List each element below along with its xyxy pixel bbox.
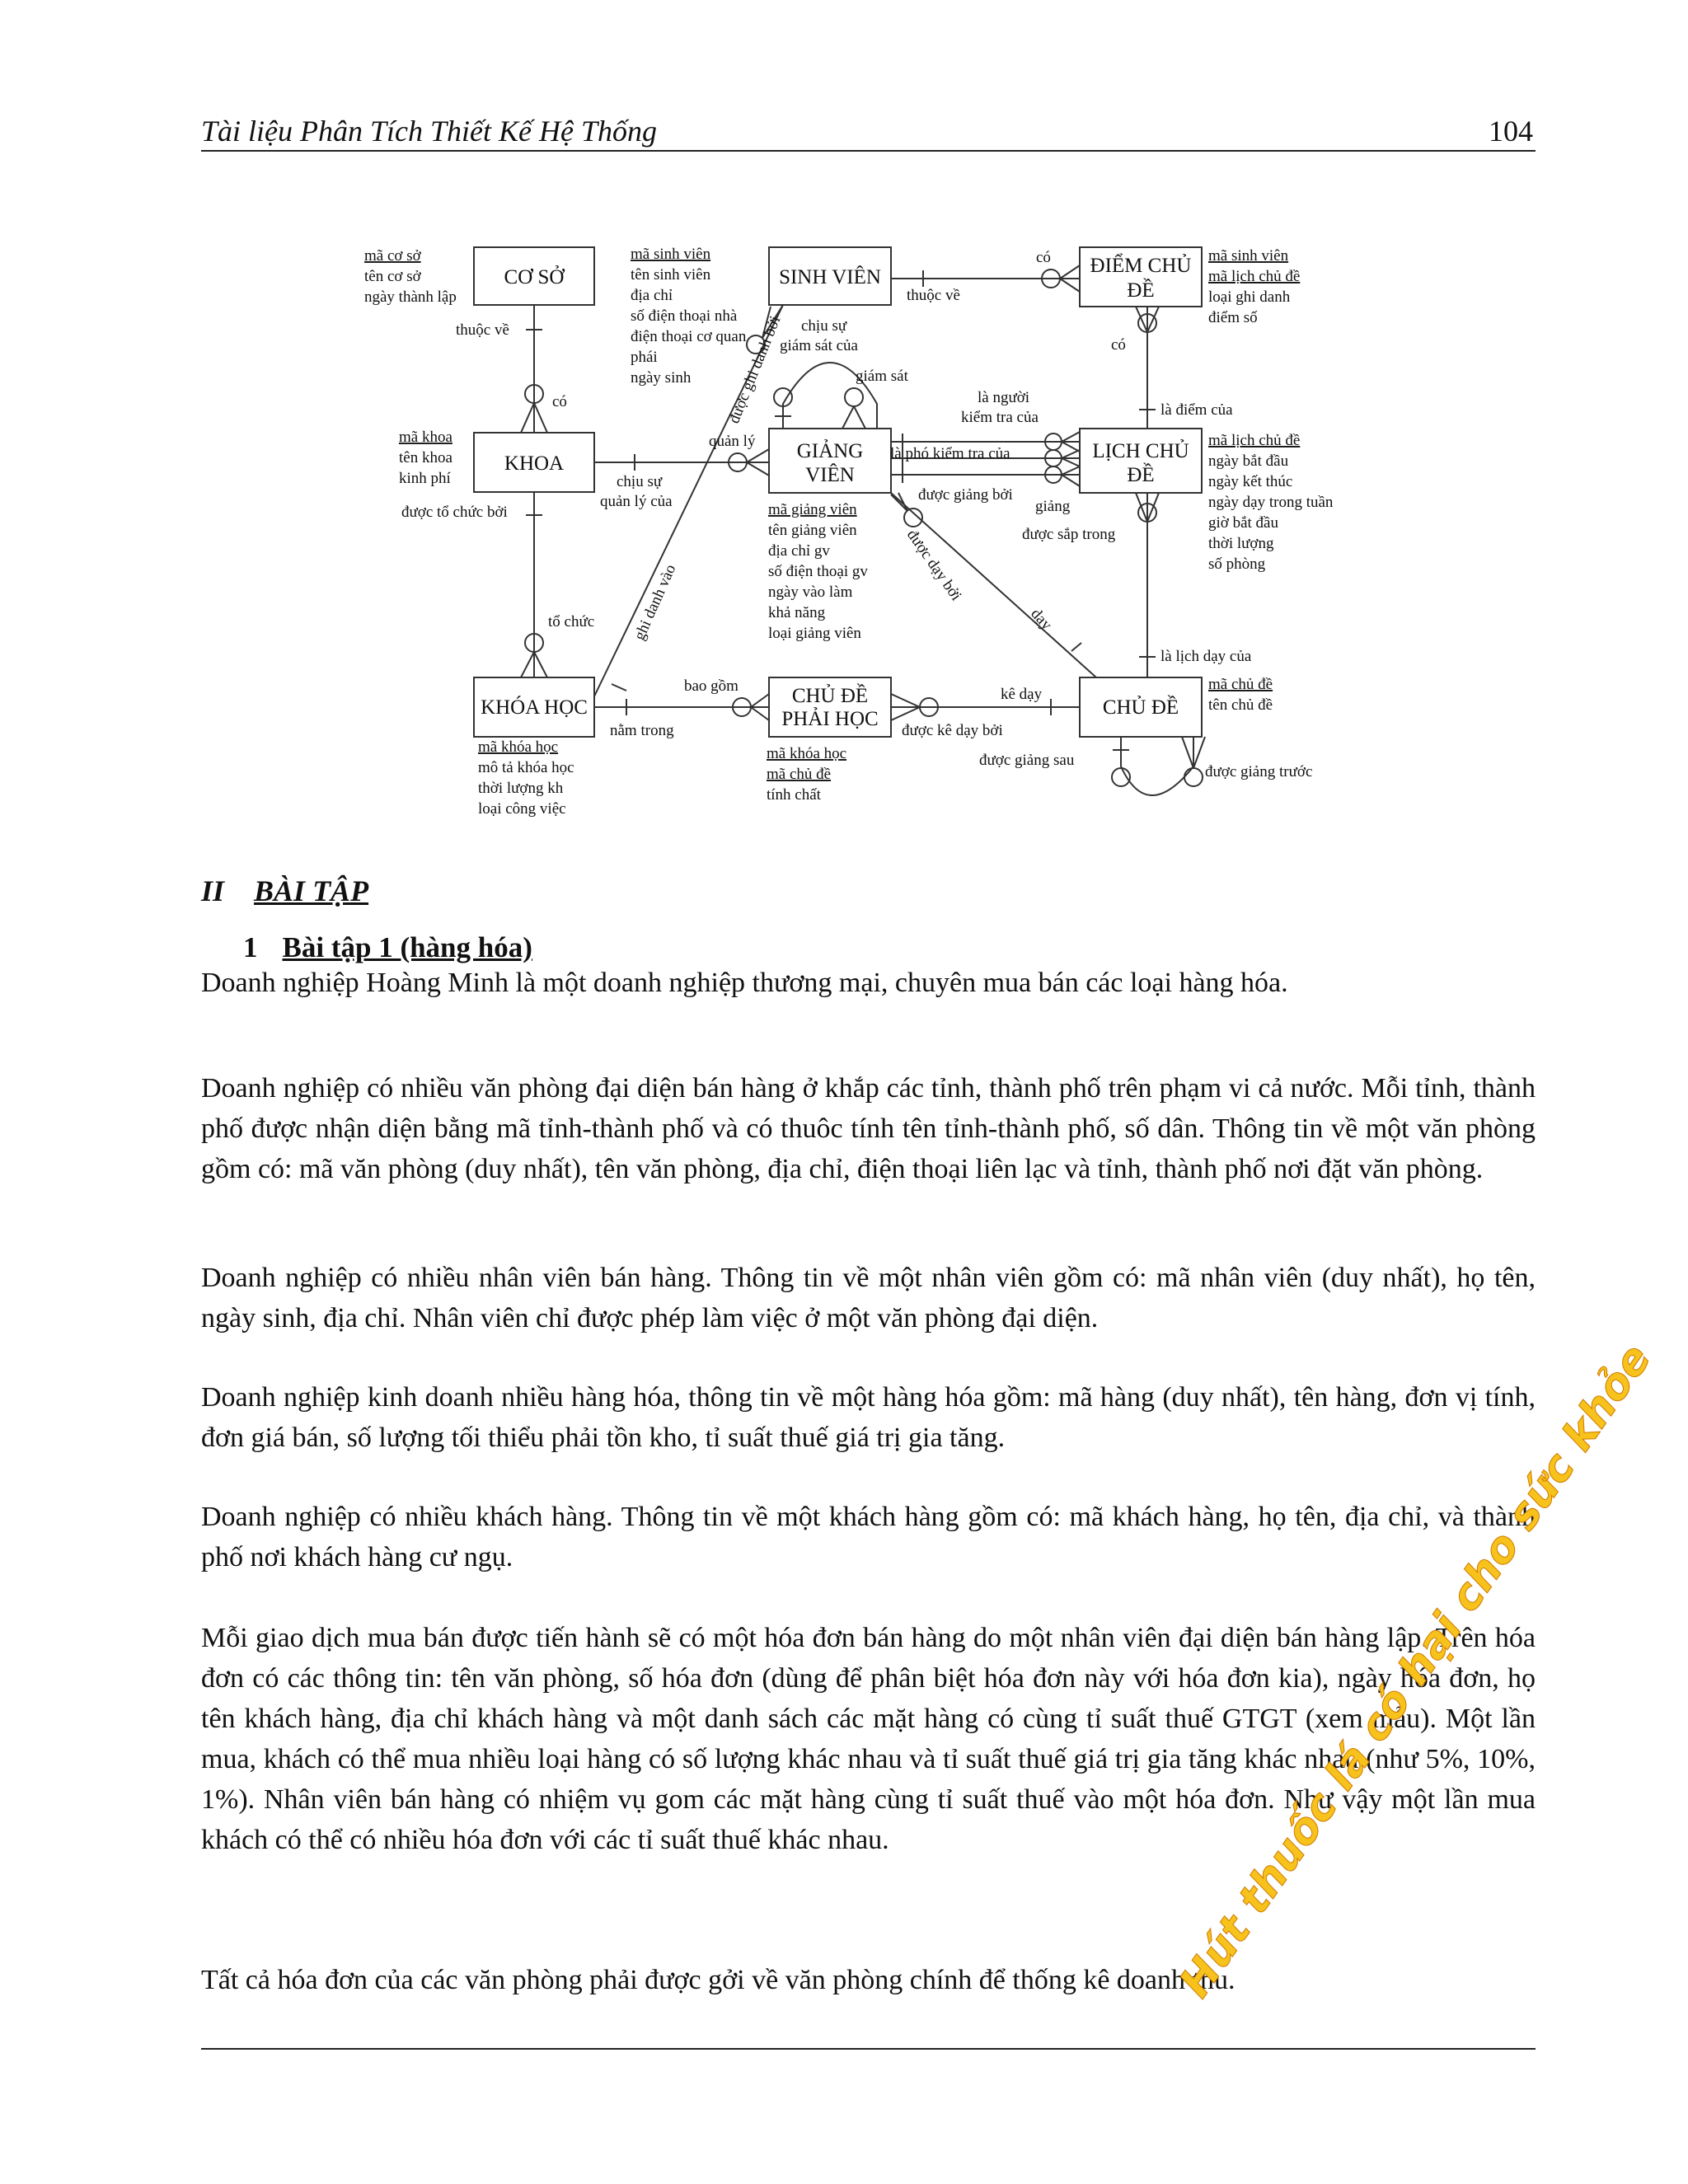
- attribute-item: ngày thành lập: [364, 288, 457, 306]
- rel-duoc-sap-trong: được sắp trong: [1022, 526, 1116, 543]
- subsection-heading: [243, 931, 532, 964]
- attribute-item: mã chủ đề: [767, 766, 832, 783]
- entity-giang-vien-line2: VIÊN: [805, 464, 855, 486]
- attribute-item: thời lượng kh: [478, 780, 564, 797]
- rel-duoc-to-chuc-boi: được tổ chức bởi: [401, 504, 508, 521]
- attribute-item: địa chỉ gv: [768, 542, 830, 560]
- attribute-item: mã giảng viên: [768, 501, 857, 518]
- entity-chu-de-phai-hoc-line1: CHỦ ĐỀ: [791, 685, 869, 707]
- rel-duoc-ke-day-boi: được kê dạy bởi: [902, 722, 1003, 739]
- entity-co-so: CƠ SỞ: [504, 266, 565, 288]
- rel-ke-day: kê dạy: [1001, 686, 1043, 703]
- attribute-item: tên giảng viên: [768, 522, 857, 539]
- attributes-chu-de: [1208, 676, 1273, 714]
- rel-la-diem-cua: là điểm của: [1160, 401, 1233, 419]
- rel-chiu-su-giam-sat-line2: giám sát của: [780, 337, 858, 354]
- subsection-title: Bài tập 1 (hàng hóa): [282, 931, 532, 963]
- rel-co-lich: có: [1111, 336, 1126, 354]
- rel-thuoc-ve-sinh-vien: thuộc về: [907, 287, 960, 304]
- rel-duoc-day-boi: được dạy bởi: [903, 526, 965, 604]
- rel-thuoc-ve-co-so: thuộc về: [456, 321, 509, 339]
- attribute-item: mã sinh viên: [1208, 247, 1289, 265]
- attribute-item: loại ghi danh: [1208, 288, 1291, 306]
- attributes-chu-de-phai-hoc: [767, 745, 846, 804]
- rel-giam-sat: giám sát: [856, 368, 908, 385]
- attributes-khoa: [399, 429, 452, 487]
- attribute-item: số điện thoại gv: [768, 563, 868, 580]
- rel-la-nguoi-kiem-tra-line2: kiểm tra của: [961, 409, 1039, 426]
- attribute-item: điểm số: [1208, 309, 1258, 326]
- entity-diem-chu-de-line1: ĐIỂM CHỦ: [1090, 255, 1192, 277]
- attributes-lich-chu-de: [1208, 432, 1334, 573]
- rel-duoc-giang-sau: được giảng sau: [979, 752, 1075, 769]
- rel-la-lich-day-cua: là lịch dạy của: [1160, 648, 1252, 665]
- rel-to-chuc: tổ chức: [548, 613, 595, 630]
- attribute-item: loại công việc: [478, 800, 566, 818]
- section-number: II: [201, 874, 225, 907]
- attribute-item: phái: [631, 349, 658, 366]
- rel-quan-ly: quản lý: [709, 433, 756, 450]
- header-title: Tài liệu Phân Tích Thiết Kế Hệ Thống: [201, 115, 657, 148]
- attribute-item: khả năng: [768, 604, 826, 621]
- section-title: BÀI TẬP: [254, 874, 369, 907]
- paragraph: Doanh nghiệp có nhiều nhân viên bán hàng. Thông tin về một nhân viên gồm có: mã nhân viên (duy nhất), họ tên, ngày sinh, địa chỉ. Nhân viên chỉ được phép làm việc ở một văn phòng đại diện.: [201, 1263, 1536, 1333]
- attribute-item: mã lịch chủ đề: [1208, 432, 1301, 449]
- attribute-item: kinh phí: [399, 470, 451, 487]
- er-diagram: [0, 0, 1688, 857]
- entity-lich-chu-de-line1: LỊCH CHỦ: [1092, 440, 1189, 462]
- page-number: 104: [1489, 115, 1533, 148]
- rel-duoc-giang-boi: được giảng bởi: [918, 486, 1013, 504]
- attribute-item: mã cơ sở: [364, 247, 421, 265]
- attribute-item: mã chủ đề: [1208, 676, 1273, 693]
- section-heading: [201, 874, 368, 908]
- attribute-item: mã khóa học: [478, 738, 559, 756]
- attribute-item: mã lịch chủ đề: [1208, 268, 1301, 285]
- rel-duoc-giang-truoc: được giảng trước: [1205, 763, 1313, 780]
- attribute-item: điện thoại cơ quan: [631, 328, 747, 345]
- entity-diem-chu-de-line2: ĐỀ: [1127, 279, 1155, 302]
- attribute-item: mã khóa học: [767, 745, 847, 762]
- entity-chu-de-phai-hoc-line2: PHẢI HỌC: [781, 708, 879, 730]
- entity-khoa-hoc: KHÓA HỌC: [481, 696, 588, 719]
- attributes-sinh-vien: [631, 246, 747, 387]
- attribute-item: mô tả khóa học: [478, 759, 574, 776]
- rel-co-diem: có: [1036, 249, 1051, 266]
- rel-co-khoa: có: [552, 393, 567, 410]
- attributes-co-so: [364, 247, 457, 306]
- rel-ghi-danh-vao: ghi danh vào: [631, 561, 680, 644]
- attribute-item: giờ bắt đầu: [1208, 514, 1278, 532]
- attribute-item: số điện thoại nhà: [631, 307, 738, 325]
- attribute-item: thời lượng: [1208, 535, 1274, 552]
- attribute-item: mã sinh viên: [631, 246, 711, 263]
- entity-chu-de: CHỦ ĐỀ: [1102, 696, 1179, 719]
- attribute-item: ngày kết thúc: [1208, 473, 1293, 490]
- rel-bao-gom: bao gồm: [684, 677, 738, 695]
- paragraph: Tất cả hóa đơn của các văn phòng phải được gởi về văn phòng chính để thống kê doanh thu.: [201, 1965, 1236, 1995]
- attribute-item: tính chất: [767, 786, 821, 804]
- attributes-giang-vien: [768, 501, 868, 642]
- rel-day: dạy: [1027, 605, 1056, 634]
- attribute-item: mã khoa: [399, 429, 452, 446]
- attribute-item: tên sinh viên: [631, 266, 711, 284]
- entity-giang-vien-line1: GIẢNG: [796, 440, 864, 462]
- footer-divider: [201, 2048, 1536, 2050]
- attribute-item: ngày vào làm: [768, 583, 853, 601]
- attribute-item: tên chủ đề: [1208, 696, 1273, 714]
- paragraph: Doanh nghiệp kinh doanh nhiều hàng hóa, thông tin về một hàng hóa gồm: mã hàng (duy nhất), tên hàng, đơn vị tính, đơn giá bán, số lượng tối thiểu phải tồn kho, tỉ suất thuế giá trị gia tăng.: [201, 1382, 1536, 1453]
- paragraph: Doanh nghiệp có nhiều văn phòng đại diện bán hàng ở khắp các tỉnh, thành phố trên phạm vi cả nước. Mỗi tỉnh, thành phố được nhận diện bằng mã tỉnh-thành phố và có thuôc tính tên tỉnh-thành phố, số dân. Thông tin về một văn phòng gồm có: mã văn phòng (duy nhất), tên văn phòng, địa chỉ, điện thoại liên lạc và tỉnh, thành phố nơi đặt văn phòng.: [201, 1073, 1536, 1184]
- rel-chiu-su-giam-sat-line1: chịu sự: [801, 317, 847, 335]
- paragraph: Mỗi giao dịch mua bán được tiến hành sẽ có một hóa đơn bán hàng do một nhân viên đại diện bán hàng lập. Trên hóa đơn có các thông tin: tên văn phòng, số hóa đơn (dùng để phân biệt hóa đơn này với hóa đơn kia), ngày hóa đơn, họ tên khách hàng, địa chỉ khách hàng và một danh sách các mặt hàng có cùng tỉ suất thuế GTGT (xem mẫu). Một lần mua, khách có thể mua nhiều loại hàng có số lượng khác nhau và tỉ suất thuế giá trị gia tăng khác nhau (như 5%, 10%, 1%). Nhân viên bán hàng có nhiệm vụ gom các mặt hàng cùng tỉ suất thuế vào một hóa đơn. Như vậy một lần mua khách có thể có nhiều hóa đơn với các tỉ suất thuế khác nhau.: [201, 1623, 1536, 1855]
- entity-lich-chu-de-line2: ĐỀ: [1127, 464, 1155, 486]
- rel-nam-trong: nằm trong: [610, 722, 674, 739]
- attribute-item: ngày sinh: [631, 369, 692, 387]
- rel-chiu-su-quan-ly-line2: quản lý của: [600, 493, 673, 510]
- attribute-item: tên cơ sở: [364, 268, 421, 285]
- rel-la-nguoi-kiem-tra-line1: là người: [978, 389, 1030, 406]
- attributes-diem-chu-de: [1208, 247, 1300, 326]
- entity-sinh-vien: SINH VIÊN: [779, 266, 881, 288]
- entity-khoa: KHOA: [504, 452, 565, 475]
- attribute-item: địa chỉ: [631, 287, 673, 304]
- attribute-item: số phòng: [1208, 555, 1266, 573]
- rel-giang: giảng: [1035, 498, 1071, 515]
- rel-duoc-ghi-danh-boi: được ghi danh bởi: [725, 313, 785, 426]
- attribute-item: ngày bắt đầu: [1208, 452, 1289, 470]
- watermark: Hút thuốc lá có hại cho sức khỏe: [1170, 1335, 1662, 2007]
- attributes-khoa-hoc: [478, 738, 574, 818]
- attribute-item: tên khoa: [399, 449, 452, 466]
- rel-chiu-su-quan-ly-line1: chịu sự: [617, 473, 663, 490]
- attribute-item: loại giảng viên: [768, 625, 861, 642]
- attribute-item: ngày dạy trong tuần: [1208, 494, 1334, 511]
- rel-la-pho-kiem-tra-cua: là phó kiểm tra của: [890, 445, 1010, 462]
- paragraph: Doanh nghiệp có nhiều khách hàng. Thông tin về một khách hàng gồm có: mã khách hàng, họ tên, địa chỉ, và thành phố nơi khách hàng cư ngụ.: [201, 1502, 1536, 1572]
- subsection-number: 1: [243, 931, 258, 963]
- paragraph: Doanh nghiệp Hoàng Minh là một doanh nghiệp thương mại, chuyên mua bán các loại hàng hóa.: [201, 968, 1288, 998]
